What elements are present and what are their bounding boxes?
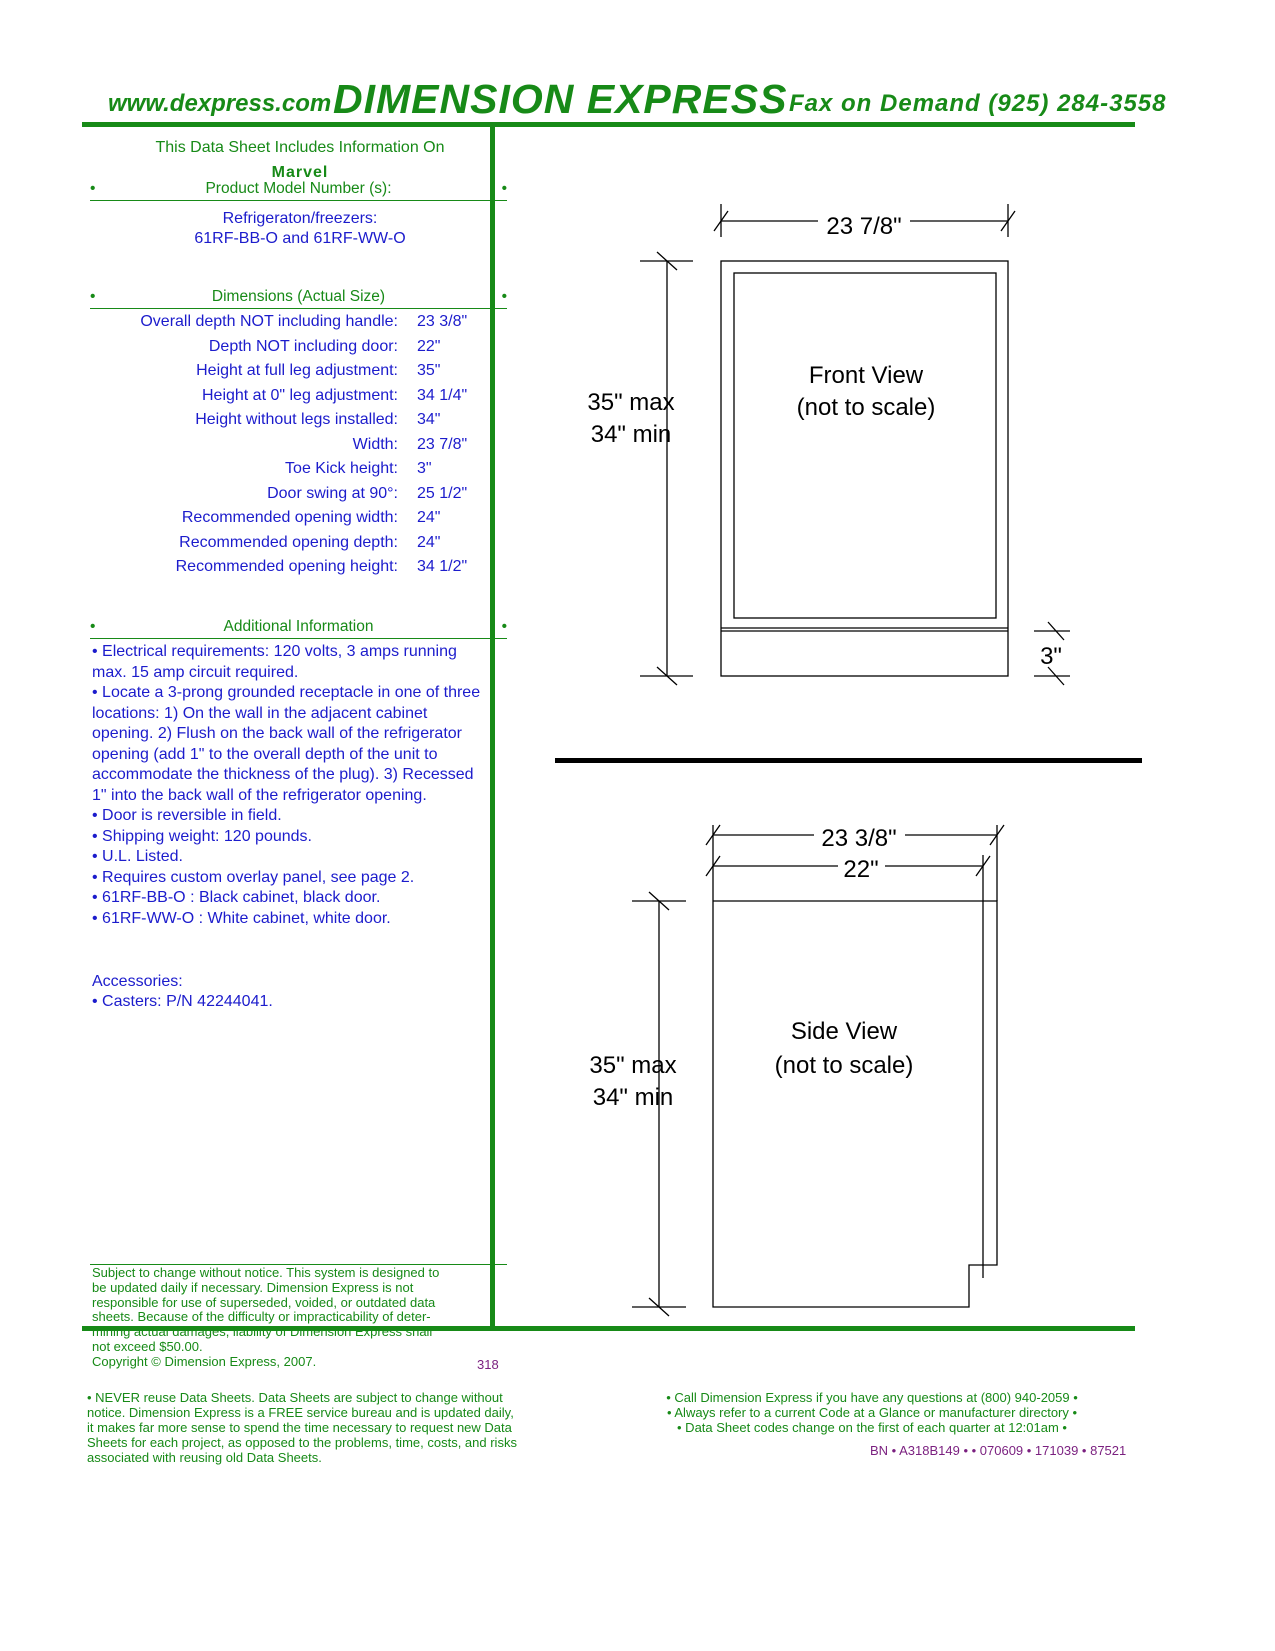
front-width-label: 23 7/8"	[826, 213, 902, 240]
info-line: • 61RF-WW-O : White cabinet, white door.	[92, 909, 391, 927]
bullet-right: •	[501, 180, 507, 197]
dimension-value: 22"	[417, 337, 441, 355]
dimension-value: 25 1/2"	[417, 484, 468, 502]
footer-contact-line: • Call Dimension Express if you have any questions at (800) 940-2059 •	[666, 1390, 1078, 1405]
dimension-label: Height at 0" leg adjustment:	[201, 386, 398, 404]
dimension-value: 3"	[417, 460, 432, 477]
dimension-label: Height without legs installed:	[195, 411, 398, 428]
side-height-max: 35" max	[589, 1052, 677, 1079]
model-numbers: 61RF-BB-O and 61RF-WW-O	[194, 230, 406, 247]
disclaimer-line: mining actual damages, liability of Dimension Express shall	[92, 1324, 433, 1340]
info-line: • Locate a 3-prong grounded receptacle in one of three	[92, 684, 481, 701]
view-separator	[555, 758, 1142, 763]
bullet-right: •	[501, 288, 507, 305]
disclaimer-line: not exceed $50.00.	[92, 1338, 203, 1354]
dimension-label: Overall depth NOT including handle:	[140, 313, 398, 330]
footer-notice-line: associated with reusing old Data Sheets.	[87, 1450, 322, 1465]
side-height-min: 34" min	[592, 1084, 674, 1111]
disclaimer-line: Subject to change without notice. This system is designed to	[92, 1265, 440, 1280]
toekick-label: 3"	[1040, 643, 1062, 670]
bullet-left: •	[90, 288, 96, 305]
dimension-label: Recommended opening height:	[175, 558, 398, 575]
info-line: opening (add 1" to the overall depth of the unit to	[92, 745, 438, 763]
dimension-label: Recommended opening depth:	[179, 533, 398, 551]
footer-contact-line: • Data Sheet codes change on the first of each quarter at 12:01am •	[677, 1420, 1067, 1435]
footer-notice-line: notice. Dimension Express is a FREE service bureau and is updated daily,	[87, 1405, 514, 1420]
dimension-value: 24"	[417, 509, 441, 526]
footer-notice	[87, 1390, 567, 1465]
info-line: • U.L. Listed.	[92, 848, 183, 865]
info-line: max. 15 amp circuit required.	[92, 663, 299, 681]
dimension-label: Recommended opening width:	[181, 509, 398, 526]
info-line: locations: 1) On the wall in the adjacent cabinet	[92, 704, 428, 722]
model-heading-label: Product Model Number (s):	[205, 180, 392, 197]
footer-contact-line: • Always refer to a current Code at a Glance or manufacturer directory •	[666, 1405, 1078, 1420]
dimension-label: Width:	[352, 435, 398, 453]
disclaimer-line: sheets. Because of the difficulty or impracticability of deter-	[92, 1309, 431, 1325]
copyright: Copyright © Dimension Express, 2007.	[92, 1353, 317, 1369]
side-overall-depth-label: 23 3/8"	[821, 825, 897, 852]
side-view-subtitle: (not to scale)	[774, 1052, 914, 1079]
dimension-value: 23 3/8"	[417, 313, 468, 330]
side-depth-label: 22"	[843, 856, 879, 883]
front-view-subtitle: (not to scale)	[796, 394, 936, 421]
model-category: Refrigeraton/freezers:	[222, 210, 378, 227]
intro-text: This Data Sheet Includes Information On	[155, 139, 445, 156]
dimension-label: Toe Kick height:	[285, 460, 398, 477]
bullet-left: •	[90, 618, 96, 635]
dimension-label: Depth NOT including door:	[208, 337, 398, 355]
front-height-max: 35" max	[587, 389, 675, 416]
footer-contact	[612, 1390, 1132, 1435]
front-view-title: Front View	[808, 362, 924, 389]
data-sheet-code: BN • A318B149 • • 070609 • 171039 • 87521	[870, 1443, 1127, 1458]
info-line: accommodate the thickness of the plug). 3) Recessed	[92, 766, 474, 783]
side-view-title: Side View	[790, 1018, 898, 1045]
dimension-value: 34 1/2"	[417, 558, 468, 575]
front-door-panel	[734, 273, 996, 618]
dimension-value: 35"	[417, 362, 441, 379]
dimensions-heading-label: Dimensions (Actual Size)	[211, 288, 386, 305]
bullet-right: •	[501, 618, 507, 635]
dimension-label: Door swing at 90°:	[267, 484, 398, 502]
accessories-title: Accessories:	[92, 973, 183, 990]
front-cabinet-outline	[721, 261, 1008, 676]
dimension-value: 24"	[417, 533, 441, 551]
fax-on-demand: Fax on Demand (925) 284-3558	[789, 90, 1167, 117]
page-number: 318	[477, 1357, 499, 1372]
brand-title: DIMENSION EXPRESS	[333, 76, 788, 122]
dimension-label: Height at full leg adjustment:	[196, 362, 398, 379]
info-line: • Electrical requirements: 120 volts, 3 amps running	[92, 643, 457, 660]
manufacturer-name: Marvel	[271, 164, 329, 181]
side-cabinet-outline	[713, 901, 997, 1307]
dimension-value: 34 1/4"	[417, 386, 468, 404]
disclaimer-line: be updated daily if necessary. Dimension Express is not	[92, 1279, 414, 1295]
info-line: • Shipping weight: 120 pounds.	[92, 827, 312, 845]
info-line: opening. 2) Flush on the back wall of the refrigerator	[92, 725, 462, 742]
dimension-value: 23 7/8"	[417, 435, 468, 453]
website-url[interactable]: www.dexpress.com	[108, 90, 332, 117]
info-line: 1" into the back wall of the refrigerator opening.	[92, 786, 427, 804]
footer-notice-line: Sheets for each project, as opposed to the problems, time, costs, and risks	[87, 1435, 517, 1450]
bullet-left: •	[90, 180, 96, 197]
dimension-value: 34"	[417, 411, 441, 428]
info-line: • Door is reversible in field.	[92, 807, 282, 824]
accessory-item: • Casters: P/N 42244041.	[92, 993, 273, 1010]
info-line: • 61RF-BB-O : Black cabinet, black door.	[92, 889, 381, 906]
footer-notice-line: • NEVER reuse Data Sheets. Data Sheets are subject to change without	[87, 1390, 503, 1405]
front-height-min: 34" min	[590, 421, 672, 448]
disclaimer-line: responsible for use of superseded, voided, or outdated data	[92, 1294, 436, 1310]
info-line: • Requires custom overlay panel, see page 2.	[92, 868, 415, 886]
additional-heading-label: Additional Information	[223, 618, 374, 635]
footer-notice-line: it makes far more sense to spend the time necessary to request new Data	[87, 1420, 512, 1435]
